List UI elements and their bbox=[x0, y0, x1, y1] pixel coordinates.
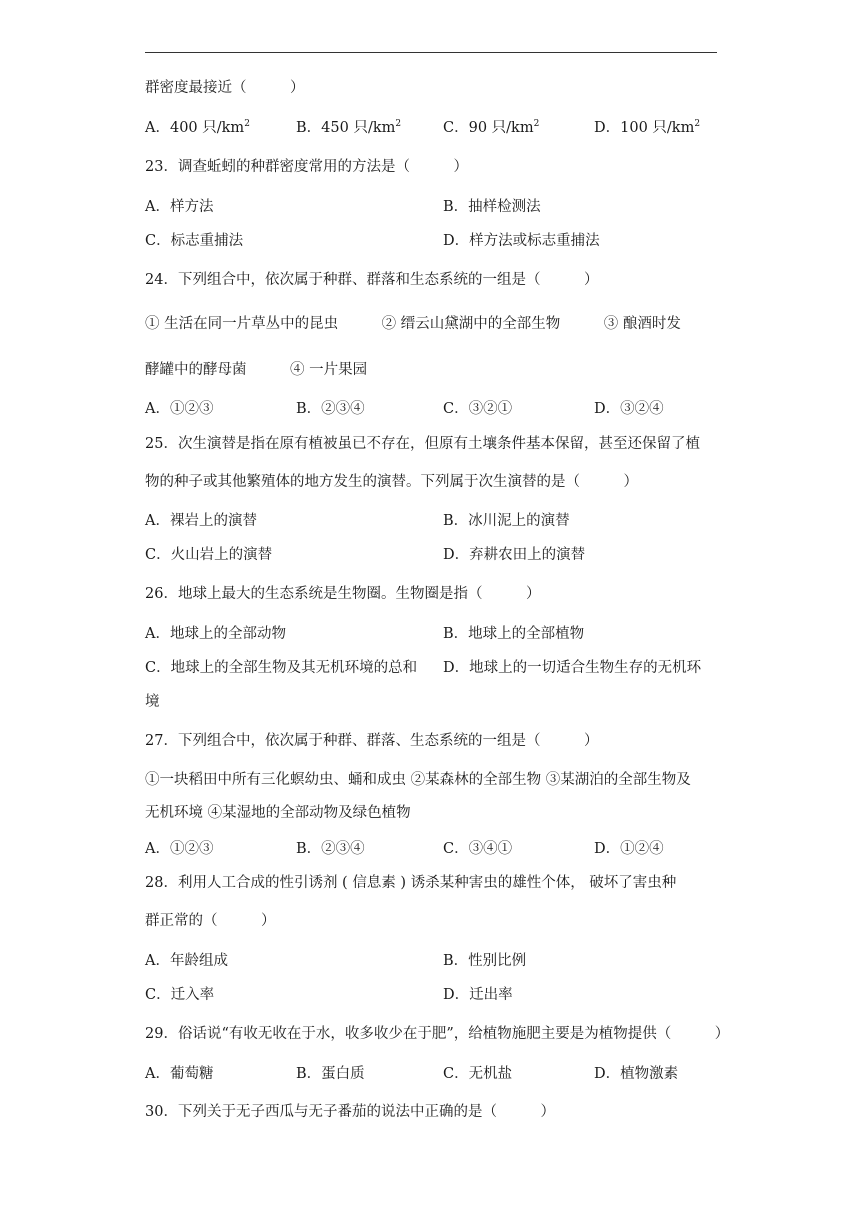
q23-option-c[interactable]: C．标志重捕法 bbox=[145, 233, 244, 249]
q28-option-b[interactable]: B．性别比例 bbox=[443, 953, 527, 969]
q25-option-b[interactable]: B．冰川泥上的演替 bbox=[443, 513, 570, 529]
q25-option-d[interactable]: D．弃耕农田上的演替 bbox=[443, 547, 586, 563]
q24-items-line-1: ① 生活在同一片草丛中的昆虫 ② 缙云山黛湖中的全部生物 ③ 酿酒时发 bbox=[145, 316, 681, 332]
option-text: A．400 只/km bbox=[145, 120, 245, 136]
question-23: 23．调查蚯蚓的种群密度常用的方法是（ ） bbox=[145, 159, 468, 175]
q28-option-d[interactable]: D．迁出率 bbox=[443, 987, 513, 1003]
q22-option-a[interactable] bbox=[145, 118, 250, 138]
q22-option-d[interactable] bbox=[594, 118, 700, 138]
q24-items-line-2: 酵罐中的酵母菌 ④ 一片果园 bbox=[145, 362, 368, 378]
q27-option-d[interactable]: D．①②④ bbox=[594, 841, 664, 857]
q29-option-a[interactable]: A．葡萄糖 bbox=[145, 1066, 214, 1082]
question-29: 29．俗话说“有收无收在于水，收多收少在于肥”，给植物施肥主要是为植物提供（ ） bbox=[145, 1026, 730, 1042]
q24-option-b[interactable]: B．②③④ bbox=[296, 401, 365, 417]
q28-option-a[interactable]: A．年龄组成 bbox=[145, 953, 228, 969]
q27-option-c[interactable]: C．③④① bbox=[443, 841, 513, 857]
q26-option-c[interactable]: C．地球上的全部生物及其无机环境的总和 bbox=[145, 660, 418, 676]
q27-items-line-2: 无机环境 ④某湿地的全部动物及绿色植物 bbox=[145, 805, 411, 821]
q24-option-d[interactable]: D．③②④ bbox=[594, 401, 664, 417]
question-30: 30．下列关于无子西瓜与无子番茄的说法中正确的是（ ） bbox=[145, 1104, 555, 1120]
q29-option-c[interactable]: C．无机盐 bbox=[443, 1066, 513, 1082]
q29-option-b[interactable]: B．蛋白质 bbox=[296, 1066, 365, 1082]
q22-option-c[interactable] bbox=[443, 118, 539, 138]
q23-option-d[interactable]: D．样方法或标志重捕法 bbox=[443, 233, 600, 249]
option-text: B．450 只/km bbox=[296, 120, 396, 136]
q27-items-line-1: ①一块稻田中所有三化螟幼虫、蛹和成虫 ②某森林的全部生物 ③某湖泊的全部生物及 bbox=[145, 772, 691, 788]
q26-option-d[interactable]: D．地球上的一切适合生物生存的无机环 bbox=[443, 660, 702, 676]
question-25-line-2: 物的种子或其他繁殖体的地方发生的演替。下列属于次生演替的是（ ） bbox=[145, 474, 638, 490]
superscript: 2 bbox=[395, 119, 402, 130]
question-28-line-2: 群正常的（ ） bbox=[145, 913, 276, 929]
q24-option-c[interactable]: C．③②① bbox=[443, 401, 513, 417]
option-text: C．90 只/km bbox=[443, 120, 534, 136]
q22-option-b[interactable] bbox=[296, 118, 401, 138]
q26-option-d-wrap: 境 bbox=[145, 694, 160, 710]
q25-option-c[interactable]: C．火山岩上的演替 bbox=[145, 547, 273, 563]
q29-option-d[interactable]: D．植物激素 bbox=[594, 1066, 679, 1082]
q25-option-a[interactable]: A．裸岩上的演替 bbox=[145, 513, 257, 529]
option-text: D．100 只/km bbox=[594, 120, 695, 136]
q23-option-a[interactable]: A．样方法 bbox=[145, 199, 214, 215]
question-25-line-1: 25．次生演替是指在原有植被虽已不存在，但原有土壤条件基本保留，甚至还保留了植 bbox=[145, 436, 700, 452]
superscript: 2 bbox=[694, 119, 701, 130]
superscript: 2 bbox=[244, 119, 250, 130]
q26-option-b[interactable]: B．地球上的全部植物 bbox=[443, 626, 585, 642]
question-26: 26．地球上最大的生态系统是生物圈。生物圈是指（ ） bbox=[145, 586, 541, 602]
q28-option-c[interactable]: C．迁入率 bbox=[145, 987, 215, 1003]
q27-option-b[interactable]: B．②③④ bbox=[296, 841, 365, 857]
q24-option-a[interactable]: A．①②③ bbox=[145, 401, 214, 417]
question-28-line-1: 28．利用人工合成的性引诱剂 ( 信息素 ) 诱杀某种害虫的雄性个体， 破坏了害虫种 bbox=[145, 875, 677, 891]
q26-option-a[interactable]: A．地球上的全部动物 bbox=[145, 626, 286, 642]
superscript: 2 bbox=[533, 119, 540, 130]
header-rule bbox=[145, 52, 717, 53]
q23-option-b[interactable]: B．抽样检测法 bbox=[443, 199, 541, 215]
q27-option-a[interactable]: A．①②③ bbox=[145, 841, 214, 857]
question-24: 24．下列组合中，依次属于种群、群落和生态系统的一组是（ ） bbox=[145, 272, 599, 288]
question-22-tail: 群密度最接近（ ） bbox=[145, 80, 305, 96]
question-27: 27．下列组合中，依次属于种群、群落、生态系统的一组是（ ） bbox=[145, 733, 599, 749]
